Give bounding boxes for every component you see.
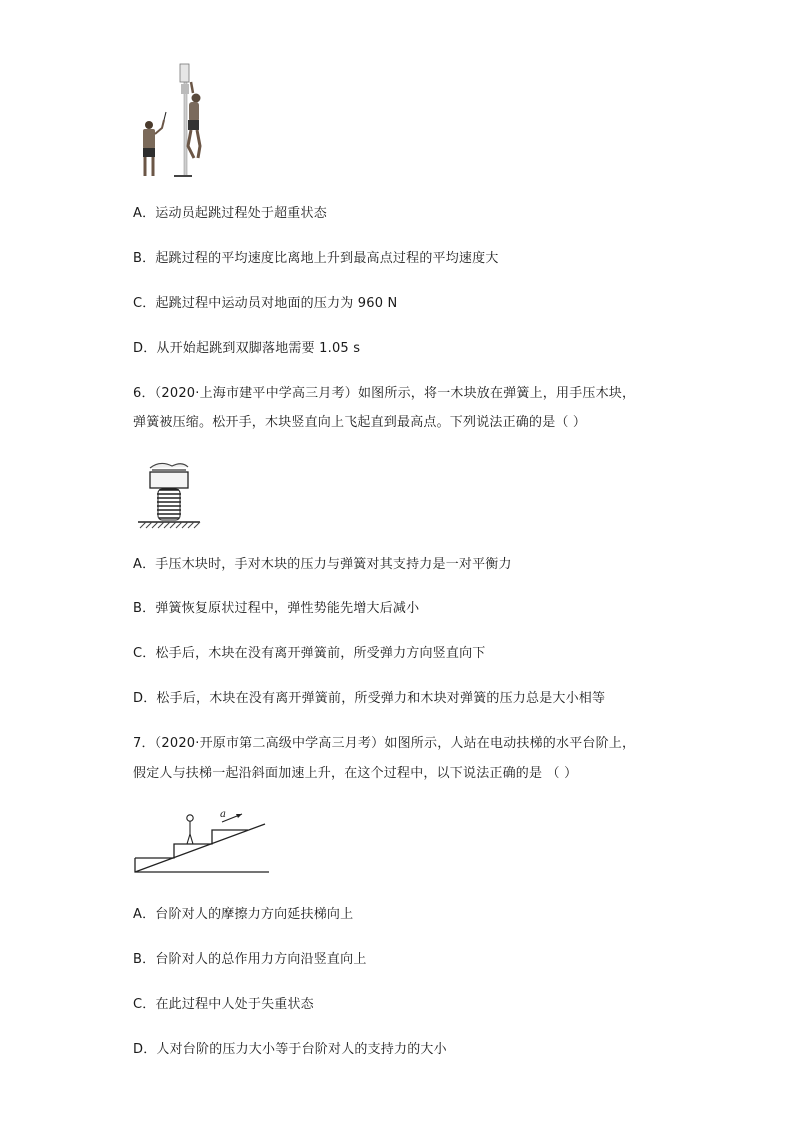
q6-option-c: C．松手后，木块在没有离开弹簧前，所受弹力方向竖直向下 [133,646,486,661]
acceleration-label: a [220,809,226,820]
q6-stem-line1: 6．（2020·上海市建平中学高三月考）如图所示，将一木块放在弹簧上，用手压木块， [133,386,636,401]
q7-stem-line1: 7．（2020·开原市第二高级中学高三月考）如图所示，人站在电动扶梯的水平台阶上， [133,736,636,751]
q6-option-d: D．松手后，木块在没有离开弹簧前，所受弹力和木块对弹簧的压力总是大小相等 [133,691,606,706]
jump-figure [136,62,216,180]
q5-option-c: C．起跳过程中运动员对地面的压力为 960 N [133,296,398,311]
q7-stem-line2: 假定人与扶梯一起沿斜面加速上升，在这个过程中，以下说法正确的是 （ ） [133,766,578,781]
q7-option-c: C．在此过程中人处于失重状态 [133,997,314,1012]
q5-option-d: D．从开始起跳到双脚落地需要 1.05 s [133,341,361,356]
escalator-figure [132,808,274,878]
q6-option-a: A．手压木块时，手对木块的压力与弹簧对其支持力是一对平衡力 [133,557,512,572]
spring-block-figure [132,458,206,530]
q5-option-a: A．运动员起跳过程处于超重状态 [133,206,327,221]
q7-option-b: B．台阶对人的总作用力方向沿竖直向上 [133,952,367,967]
q7-option-a: A．台阶对人的摩擦力方向延扶梯向上 [133,907,354,922]
q7-option-d: D．人对台阶的压力大小等于台阶对人的支持力的大小 [133,1042,447,1057]
q5-option-b: B．起跳过程的平均速度比离地上升到最高点过程的平均速度大 [133,251,499,266]
q6-stem-line2: 弹簧被压缩。松开手，木块竖直向上飞起直到最高点。下列说法正确的是（ ） [133,415,587,430]
q6-option-b: B．弹簧恢复原状过程中，弹性势能先增大后减小 [133,601,420,616]
